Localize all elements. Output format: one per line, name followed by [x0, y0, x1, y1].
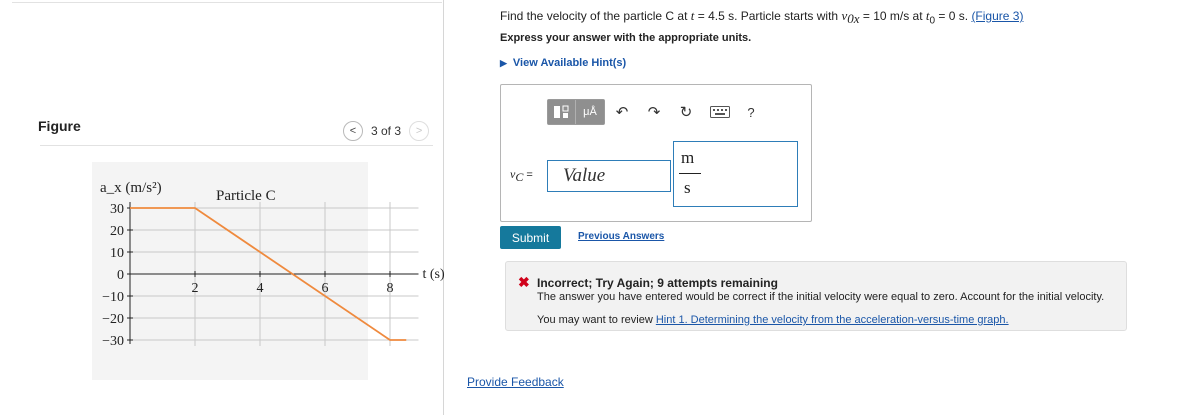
pager-text: 3 of 3 [371, 124, 402, 138]
x-tick-label: 8 [386, 281, 394, 296]
templates-button[interactable] [548, 100, 576, 124]
fraction-bar [679, 173, 701, 174]
y-tick-label: −20 [102, 312, 124, 327]
x-tick-label: 2 [191, 281, 199, 296]
reset-button[interactable] [671, 100, 701, 124]
acceleration-graph [92, 162, 445, 380]
hint-link[interactable]: Hint 1. Determining the velocity from the acceleration-versus-time graph. [655, 314, 1009, 326]
units-button[interactable] [576, 100, 604, 124]
question-panel [445, 0, 1200, 415]
instruction-text: Express your answer with the appropriate units. [500, 32, 752, 44]
view-hints-label: View Available Hint(s) [512, 57, 627, 69]
y-tick-label: 10 [110, 246, 124, 261]
feedback-title: Incorrect; Try Again; 9 attempts remaining [537, 276, 778, 290]
triangle-right-icon: ▶ [500, 57, 507, 68]
figure-panel [0, 0, 444, 415]
redo-icon: ↷ [647, 104, 661, 121]
view-hints-toggle[interactable] [500, 57, 626, 69]
y-tick-label: 20 [110, 224, 124, 239]
question-text: Find the velocity of the particle C at t = 4.5 s. Particle starts with $v_{0x} = 10$ m/s at $t_0 = 0$ s. (Figure 3) [500, 8, 1024, 27]
figure-title: Figure [38, 118, 81, 134]
unit-denominator: s [684, 178, 691, 197]
figure-link[interactable]: (Figure 3) [971, 9, 1024, 23]
help-icon: ? [747, 104, 755, 120]
prev-figure-button[interactable] [343, 121, 363, 141]
chart-svg [92, 162, 445, 380]
feedback-box [505, 261, 1127, 331]
incorrect-icon: ✖ [518, 274, 530, 290]
undo-button[interactable] [607, 100, 637, 124]
feedback-body: The answer you have entered would be correct if the initial velocity were equal to zero. Account for the initial velocity. [537, 291, 1105, 303]
math-toolbar [547, 99, 763, 125]
keyboard-icon [710, 106, 730, 118]
template-button-group [547, 99, 605, 125]
redo-button[interactable] [639, 100, 669, 124]
feedback-hint: You may want to review Hint 1. Determining the velocity from the acceleration-versus-time graph. [537, 314, 1009, 326]
help-button[interactable] [739, 100, 763, 124]
next-figure-button[interactable] [409, 121, 429, 141]
divider [12, 2, 442, 3]
previous-answers-link[interactable]: Previous Answers [578, 231, 665, 242]
y-tick-label: −30 [102, 334, 124, 349]
x-tick-label: 4 [256, 281, 264, 296]
divider [40, 145, 433, 146]
y-tick-label: 0 [117, 268, 124, 283]
x-axis-label: t (s) [422, 267, 445, 282]
units-label: μÅ [583, 106, 597, 118]
x-tick-label: 6 [321, 281, 329, 296]
chevron-left-icon: < [349, 125, 357, 137]
reset-icon: ↻ [679, 104, 693, 121]
answer-box [500, 84, 812, 222]
y-tick-label: 30 [110, 202, 124, 217]
answer-variable-label: $v_C$ = [510, 167, 533, 185]
chevron-right-icon: > [415, 125, 423, 137]
keyboard-button[interactable] [705, 100, 735, 124]
undo-icon: ↶ [615, 104, 629, 121]
provide-feedback-link[interactable]: Provide Feedback [467, 375, 564, 389]
chart-title: Particle C [216, 188, 276, 204]
units-input[interactable] [673, 141, 798, 207]
figure-pager [343, 121, 429, 141]
y-axis-label: a_x (m/s²) [100, 180, 162, 196]
templates-icon [553, 105, 571, 119]
value-input[interactable] [547, 160, 671, 192]
y-tick-label: −10 [102, 290, 124, 305]
submit-button[interactable]: Submit [500, 226, 561, 249]
unit-numerator: m [681, 148, 695, 167]
